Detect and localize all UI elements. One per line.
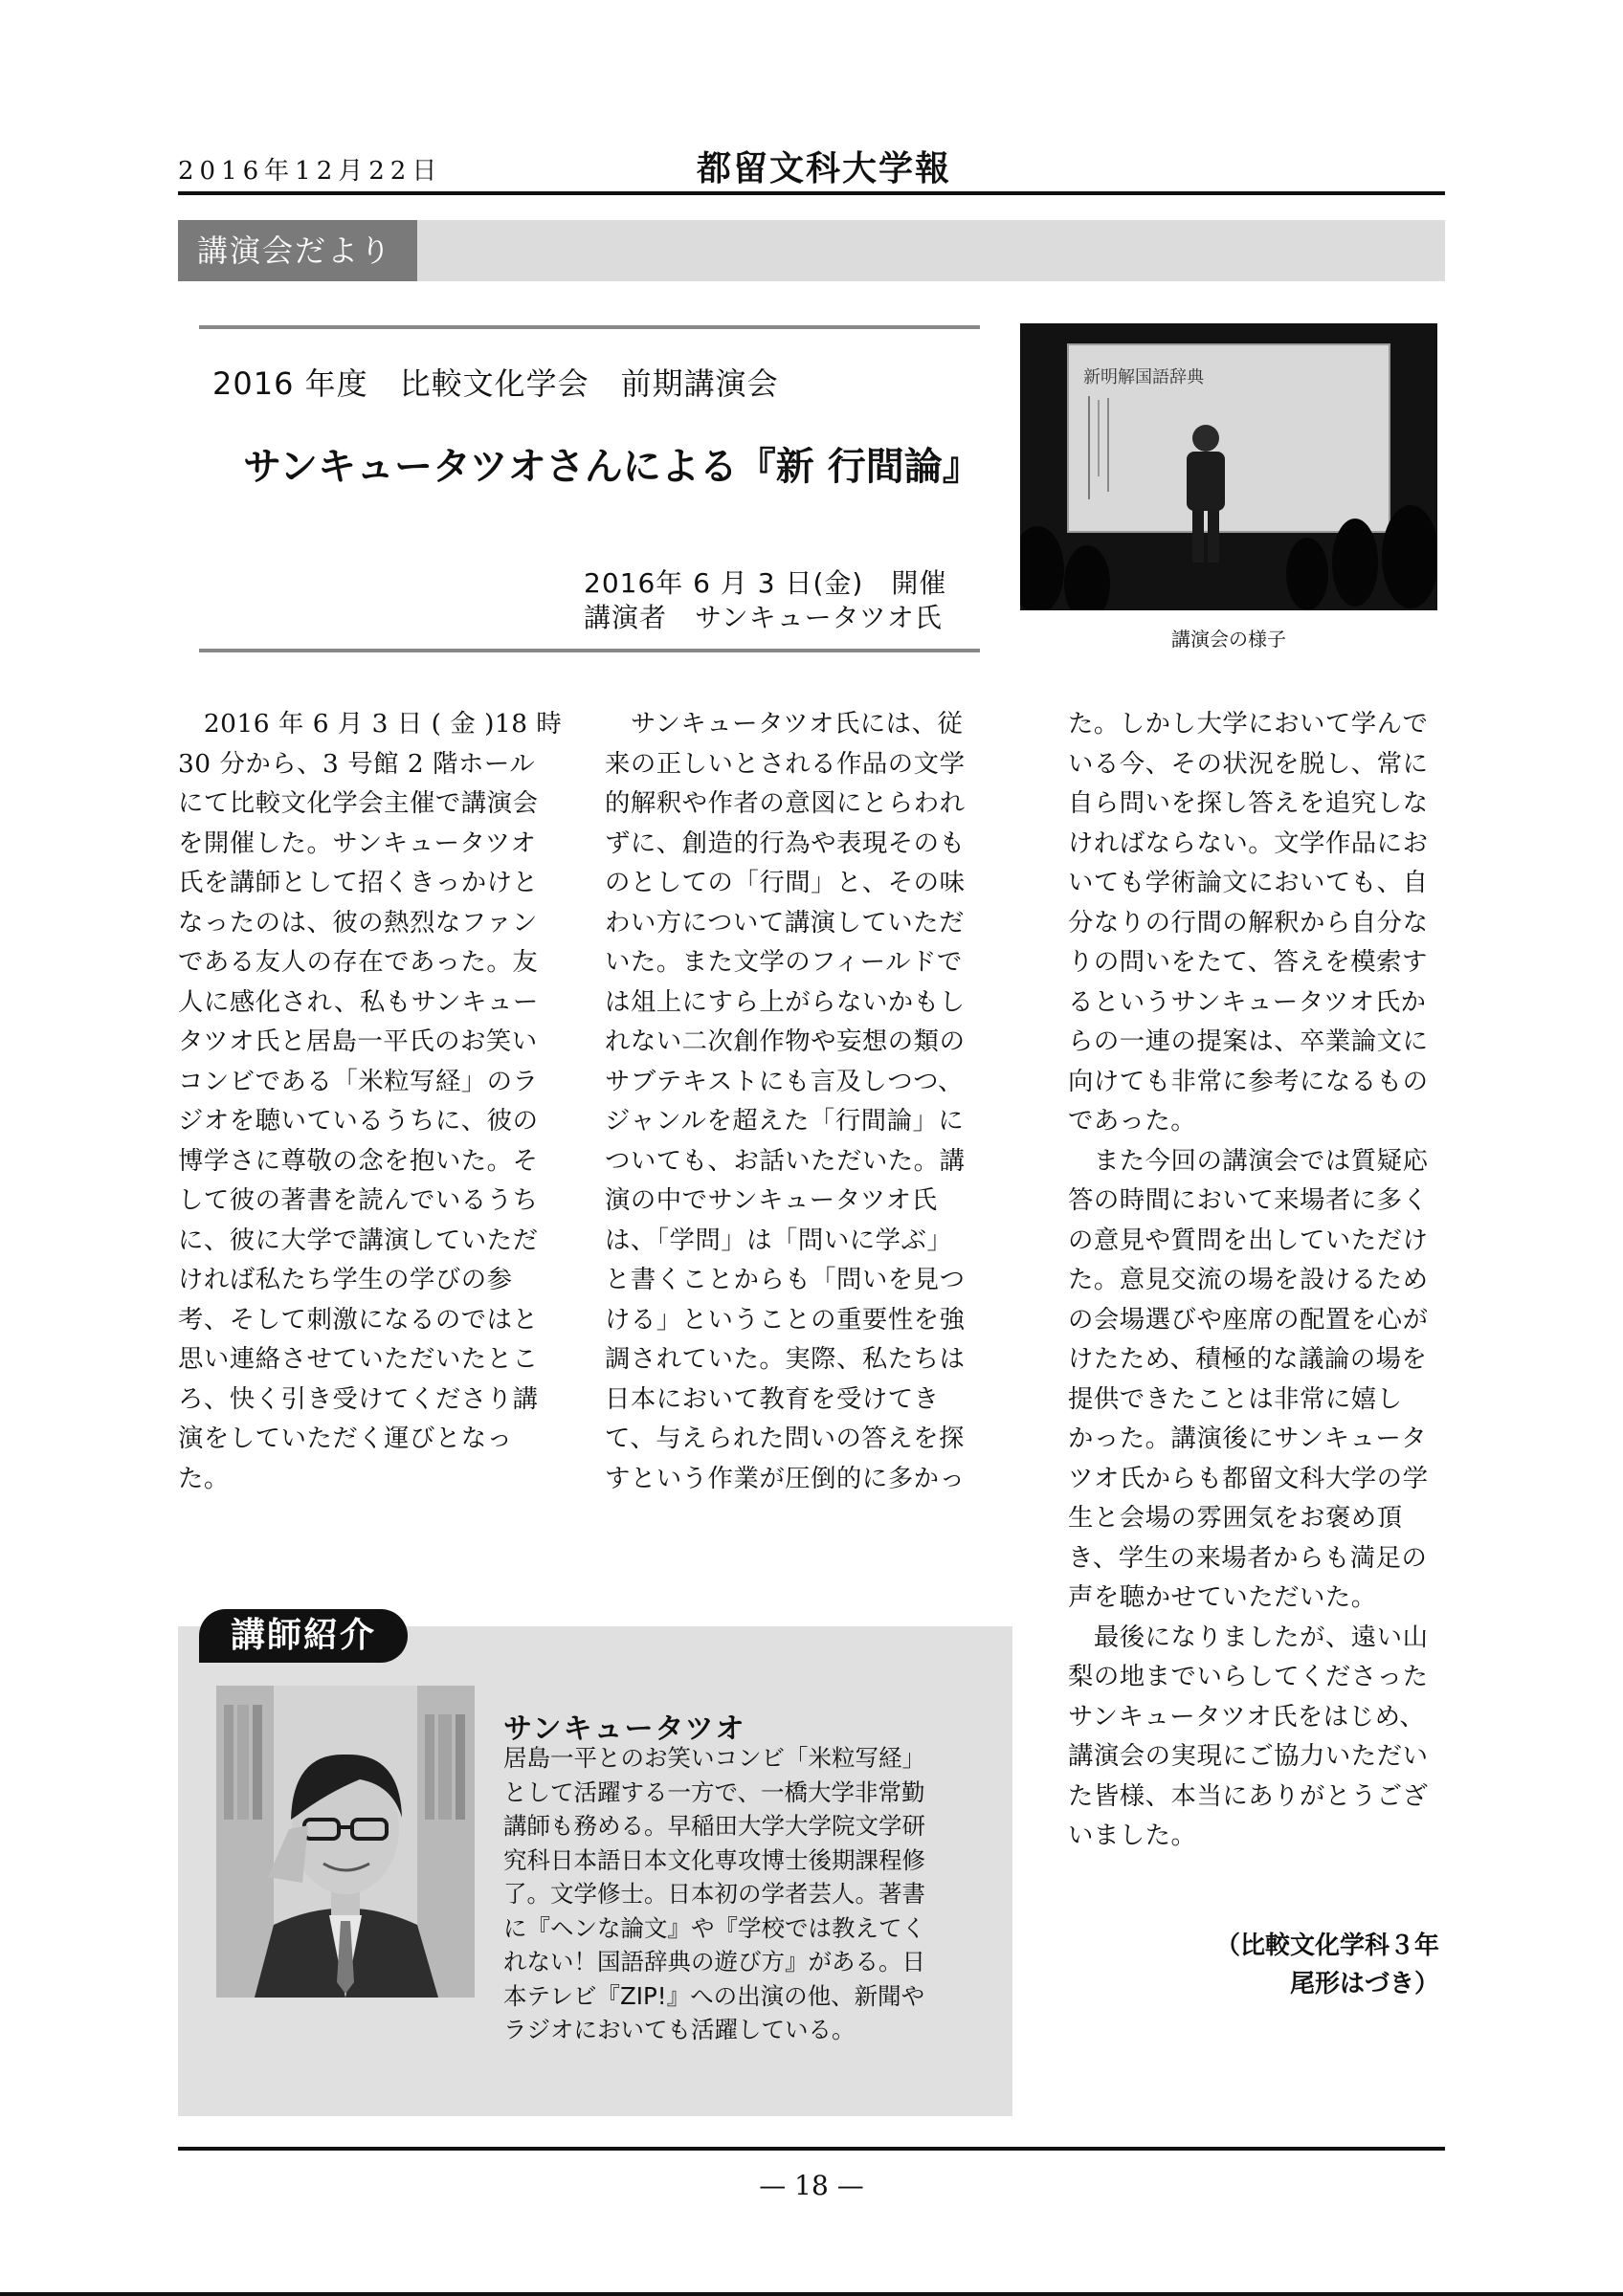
lecture-title: サンキュータツオさんによる『新 行間論』 bbox=[243, 445, 981, 489]
scan-edge bbox=[0, 2292, 1623, 2296]
issue-date: 2016年12月22日 bbox=[178, 157, 443, 186]
lecture-photo bbox=[1020, 323, 1437, 610]
article-column-1: 2016 年 6 月 3 日 ( 金 )18 時 30 分から、3 号館 2 階ホール にて比較文化学会主催で講演会 を開催した。サンキュータツオ 氏を講師として招くきっかけと なったのは、彼の熱烈なファン である友人の存在であった。友 人に感化され、私もサンキュー タツオ氏と居島一平氏のお笑い コンビである「米粒写経」のラ ジオを聴いているうちに、彼の 博学さに尊敬の念を抱いた。そ して彼の著書を読んでいるうち に、彼に大学で講演していただ ければ私たち学生の学びの参 考、そして刺激になるのではと 思い連絡させていただいたとこ ろ、快く引き受けてくださり講 演をしていただく運びとなっ た。 bbox=[178, 709, 563, 1493]
page-number: — 18 — bbox=[759, 2170, 864, 2201]
event-date: 2016年 6 月 3 日(金) 開催 bbox=[584, 567, 947, 599]
header-divider bbox=[178, 191, 1445, 195]
event-speaker: 講演者 サンキュータツオ氏 bbox=[584, 602, 943, 633]
publication-title: 都留文科大学報 bbox=[697, 148, 952, 188]
title-divider-bottom bbox=[199, 649, 980, 652]
photo-caption: 講演会の様子 bbox=[1171, 628, 1286, 651]
lecturer-portrait bbox=[216, 1686, 475, 1998]
screen-slide-text: 新明解国語辞典 bbox=[1083, 367, 1204, 387]
author-signature: （比較文化学科３年 尾形はづき） bbox=[1214, 1932, 1439, 1998]
article-column-3: た。しかし大学において学んで いる今、その状況を脱し、常に 自ら問いを探し答えを追究しな ければならない。文学作品にお いても学術論文においても、自 分なりの行間の解釈から自分な りの問いをたて、答えを模索す るというサンキュータツオ氏か らの一連の提案は、卒業論文に 向けても非常に参考になるもの であった。 また今回の講演会では質疑応 答の時間において来場者に多く の意見や質問を出していただけ た。意見交流の場を設けるため の会場選びや座席の配置を心が けたため、積極的な議論の場を 提供できたことは非常に嬉し かった。講演後にサンキュータ ツオ氏からも都留文科大学の学 生と会場の雰囲気をお褒め頂 き、学生の来場者からも満足の 声を聴かせていただいた。 最後になりましたが、遠い山 梨の地までいらしてくださった サンキュータツオ氏をはじめ、 講演会の実現にご協力いただい た皆様、本当にありがとうござ いました。 bbox=[1068, 709, 1429, 1850]
article-column-2: サンキュータツオ氏には、従 来の正しいとされる作品の文学 的解釈や作者の意図にとらわれ ずに、創造的行為や表現そのも のとしての「行間」と、その味 わい方について講演していただ いた。また文学のフィールドで は俎上にすら上がらないかもし れない二次創作物や妄想の類の サブテキストにも言及しつつ、 ジャンルを超えた「行間論」に ついても、お話いただいた。講 演の中でサンキュータツオ氏 は、「学問」は「問いに学ぶ」 と書くことからも「問いを見つ ける」ということの重要性を強 調されていた。実際、私たちは 日本において教育を受けてき て、与えられた問いの答えを探 すという作業が圧倒的に多かっ bbox=[605, 709, 966, 1493]
title-divider-top bbox=[199, 325, 980, 329]
event-heading: 2016 年度 比較文化学会 前期講演会 bbox=[212, 365, 779, 402]
lecturer-bio: 居島一平とのお笑いコンビ「米粒写経」 として活躍する一方で、一橋大学非常勤 講師も務める。早稲田大学大学院文学研 究科日本語日本文化専攻博士後期課程修 了。文学修士。日本初の学者芸人。著書 に『ヘンな論文』や『学校では教えてく れない！国語辞典の遊び方』がある。日 本テレビ『ZIP!』への出演の他、新聞や ラジオにおいても活躍している。 bbox=[503, 1744, 925, 2043]
lecturer-name: サンキュータツオ bbox=[503, 1712, 746, 1746]
section-label: 講演会だより bbox=[178, 220, 417, 281]
footer-divider bbox=[178, 2147, 1445, 2151]
profile-heading: 講師紹介 bbox=[199, 1609, 408, 1663]
